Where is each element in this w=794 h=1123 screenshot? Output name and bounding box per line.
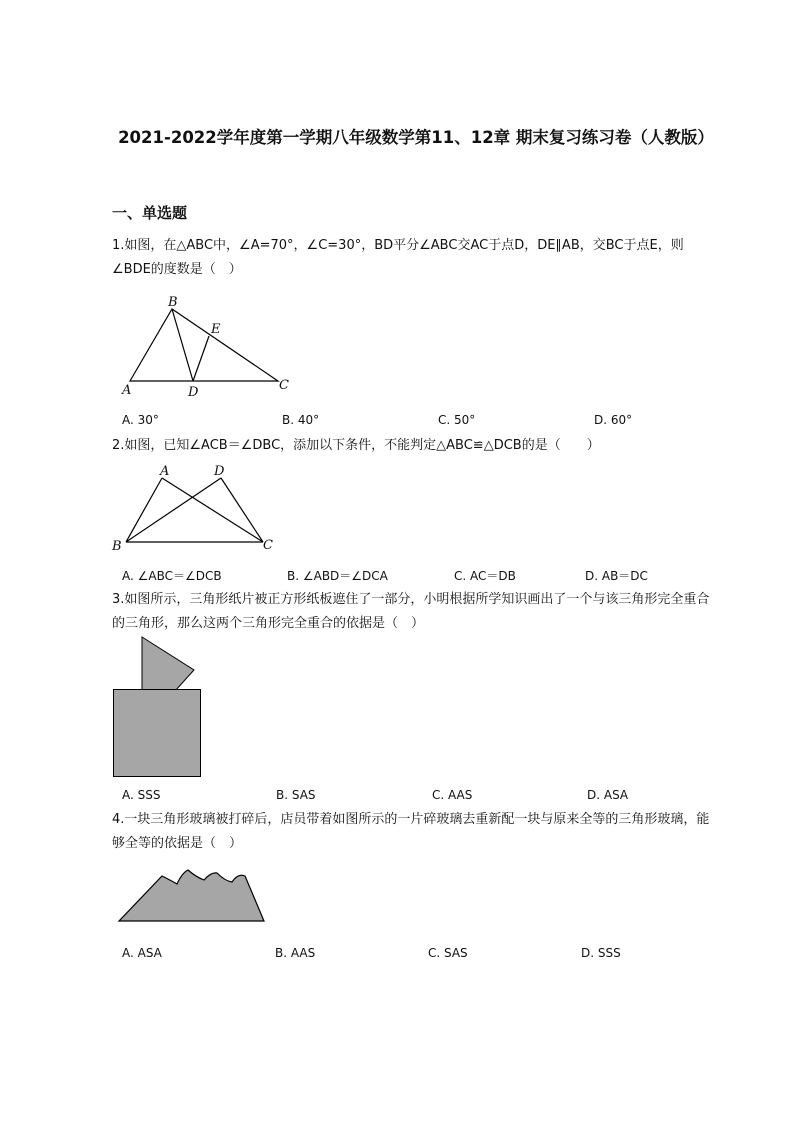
- figure-label: E: [211, 322, 221, 337]
- option-c: C. 50°: [438, 413, 476, 427]
- option-a: A. ASA: [122, 946, 162, 960]
- question-2-text: 2.如图，已知∠ACB＝∠DBC，添加以下条件，不能判定△ABC≌△DCB的是（ ）: [112, 438, 600, 453]
- segment-bd: [172, 309, 193, 381]
- broken-glass-piece: [119, 870, 264, 921]
- figure-label: B: [112, 539, 122, 554]
- question-3-figure: [110, 634, 206, 780]
- option-b: B. AAS: [275, 946, 316, 960]
- triangle-abc: [130, 309, 278, 381]
- figure-label: C: [263, 538, 273, 553]
- segment-dc: [221, 478, 263, 542]
- figure-label: A: [160, 464, 170, 479]
- option-a: A. ∠ABC＝∠DCB: [122, 569, 222, 583]
- section-heading: 一、单选题: [112, 204, 188, 222]
- option-a: A. 30°: [122, 413, 159, 427]
- segment-ab: [126, 478, 162, 542]
- figure-label: A: [122, 383, 132, 398]
- option-a: A. SSS: [122, 788, 161, 802]
- question-1-text: 1.如图，在△ABC中，∠A=70°，∠C=30°，BD平分∠ABC交AC于点D，DE∥AB，交BC于点E，则∠BDE的度数是（ ）: [112, 238, 684, 277]
- option-c: C. AC＝DB: [454, 569, 516, 583]
- option-b: B. ∠ABD＝∠DCA: [287, 569, 388, 583]
- option-d: D. ASA: [587, 788, 629, 802]
- square-board: [114, 690, 201, 777]
- question-3-text: 3.如图所示，三角形纸片被正方形纸板遮住了一部分，小明根据所学知识画出了一个与该三角形完全重合的三角形，那么这两个三角形完全重合的依据是（ ）: [112, 592, 710, 631]
- figure-label: C: [279, 378, 289, 393]
- option-b: B. SAS: [276, 788, 316, 802]
- question-4-text: 4.一块三角形玻璃被打碎后，店员带着如图所示的一片碎玻璃去重新配一块与原来全等的三角形玻璃，能够全等的依据是（ ）: [112, 812, 710, 851]
- question-2-figure: [108, 460, 288, 554]
- page-title: 2021-2022学年度第一学期八年级数学第11、12章 期末复习练习卷（人教版）: [118, 128, 714, 147]
- option-d: D. AB＝DC: [585, 569, 648, 583]
- figure-label: D: [188, 385, 199, 400]
- option-c: C. SAS: [428, 946, 468, 960]
- option-d: D. 60°: [594, 413, 633, 427]
- question-4-figure: [114, 862, 270, 926]
- option-b: B. 40°: [282, 413, 320, 427]
- segment-bd: [126, 478, 221, 542]
- option-d: D. SSS: [581, 946, 621, 960]
- segment-de: [193, 336, 209, 381]
- question-1-figure: [112, 292, 302, 400]
- figure-label: D: [214, 464, 225, 479]
- segment-ac: [162, 478, 263, 542]
- option-c: C. AAS: [432, 788, 473, 802]
- triangle-paper: [142, 637, 194, 691]
- figure-label: B: [168, 295, 178, 310]
